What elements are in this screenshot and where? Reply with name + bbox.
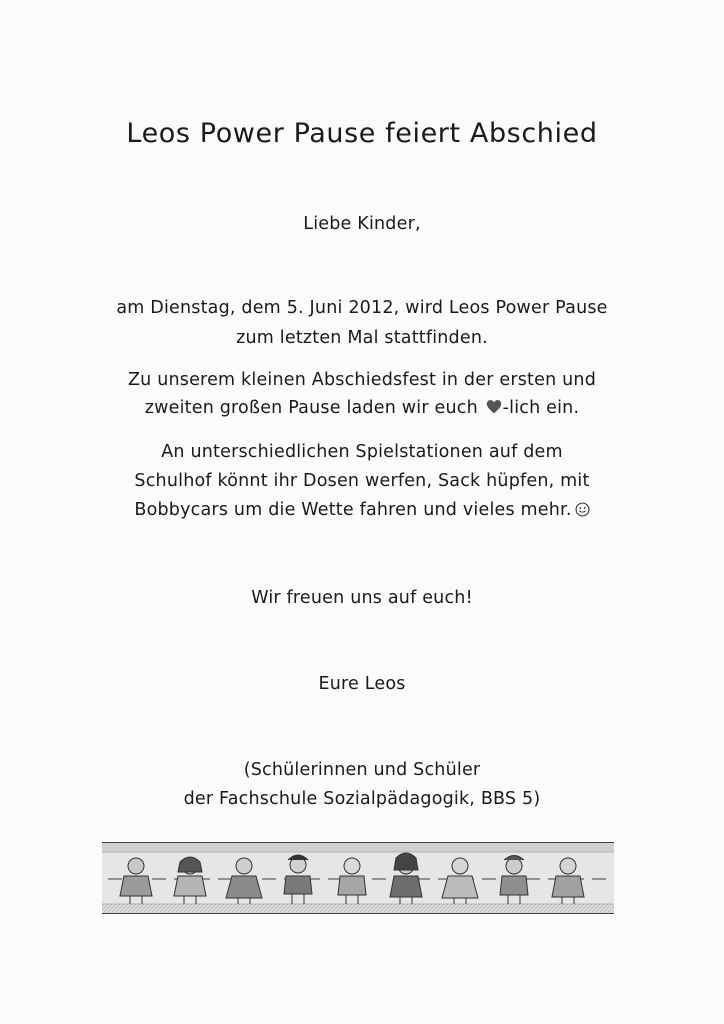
paragraph-3-line-1: An unterschiedlichen Spielstationen auf dem	[161, 442, 563, 462]
greeting: Liebe Kinder,	[303, 214, 421, 234]
paragraph-1-line-1: am Dienstag, dem 5. Juni 2012, wird Leos Power Pause	[116, 298, 608, 318]
paragraph-2-line-2-end: -lich ein.	[502, 398, 580, 418]
paragraph-3-line-3-text: Bobbycars um die Wette fahren und vieles mehr.	[134, 500, 572, 520]
paragraph-3-line-3	[0, 500, 724, 520]
smiley-icon	[575, 502, 590, 517]
signature: Eure Leos	[318, 674, 406, 694]
paragraph-2-line-2	[0, 398, 724, 418]
page-title: Leos Power Pause feiert Abschied	[126, 118, 598, 149]
closing-line: Wir freuen uns auf euch!	[251, 588, 473, 608]
paragraph-1-line-2: zum letzten Mal stattfinden.	[236, 328, 488, 348]
paragraph-3-line-2: Schulhof könnt ihr Dosen werfen, Sack hüpfen, mit	[134, 471, 590, 491]
children-frieze-illustration	[102, 842, 614, 914]
paragraph-2-line-2-start: zweiten großen Pause laden wir euch	[144, 398, 478, 418]
heart-icon	[486, 399, 502, 415]
affiliation-line-2: der Fachschule Sozialpädagogik, BBS 5)	[183, 789, 541, 809]
paragraph-2-line-1: Zu unserem kleinen Abschiedsfest in der ersten und	[127, 370, 597, 390]
affiliation-line-1: (Schülerinnen und Schüler	[243, 760, 481, 780]
